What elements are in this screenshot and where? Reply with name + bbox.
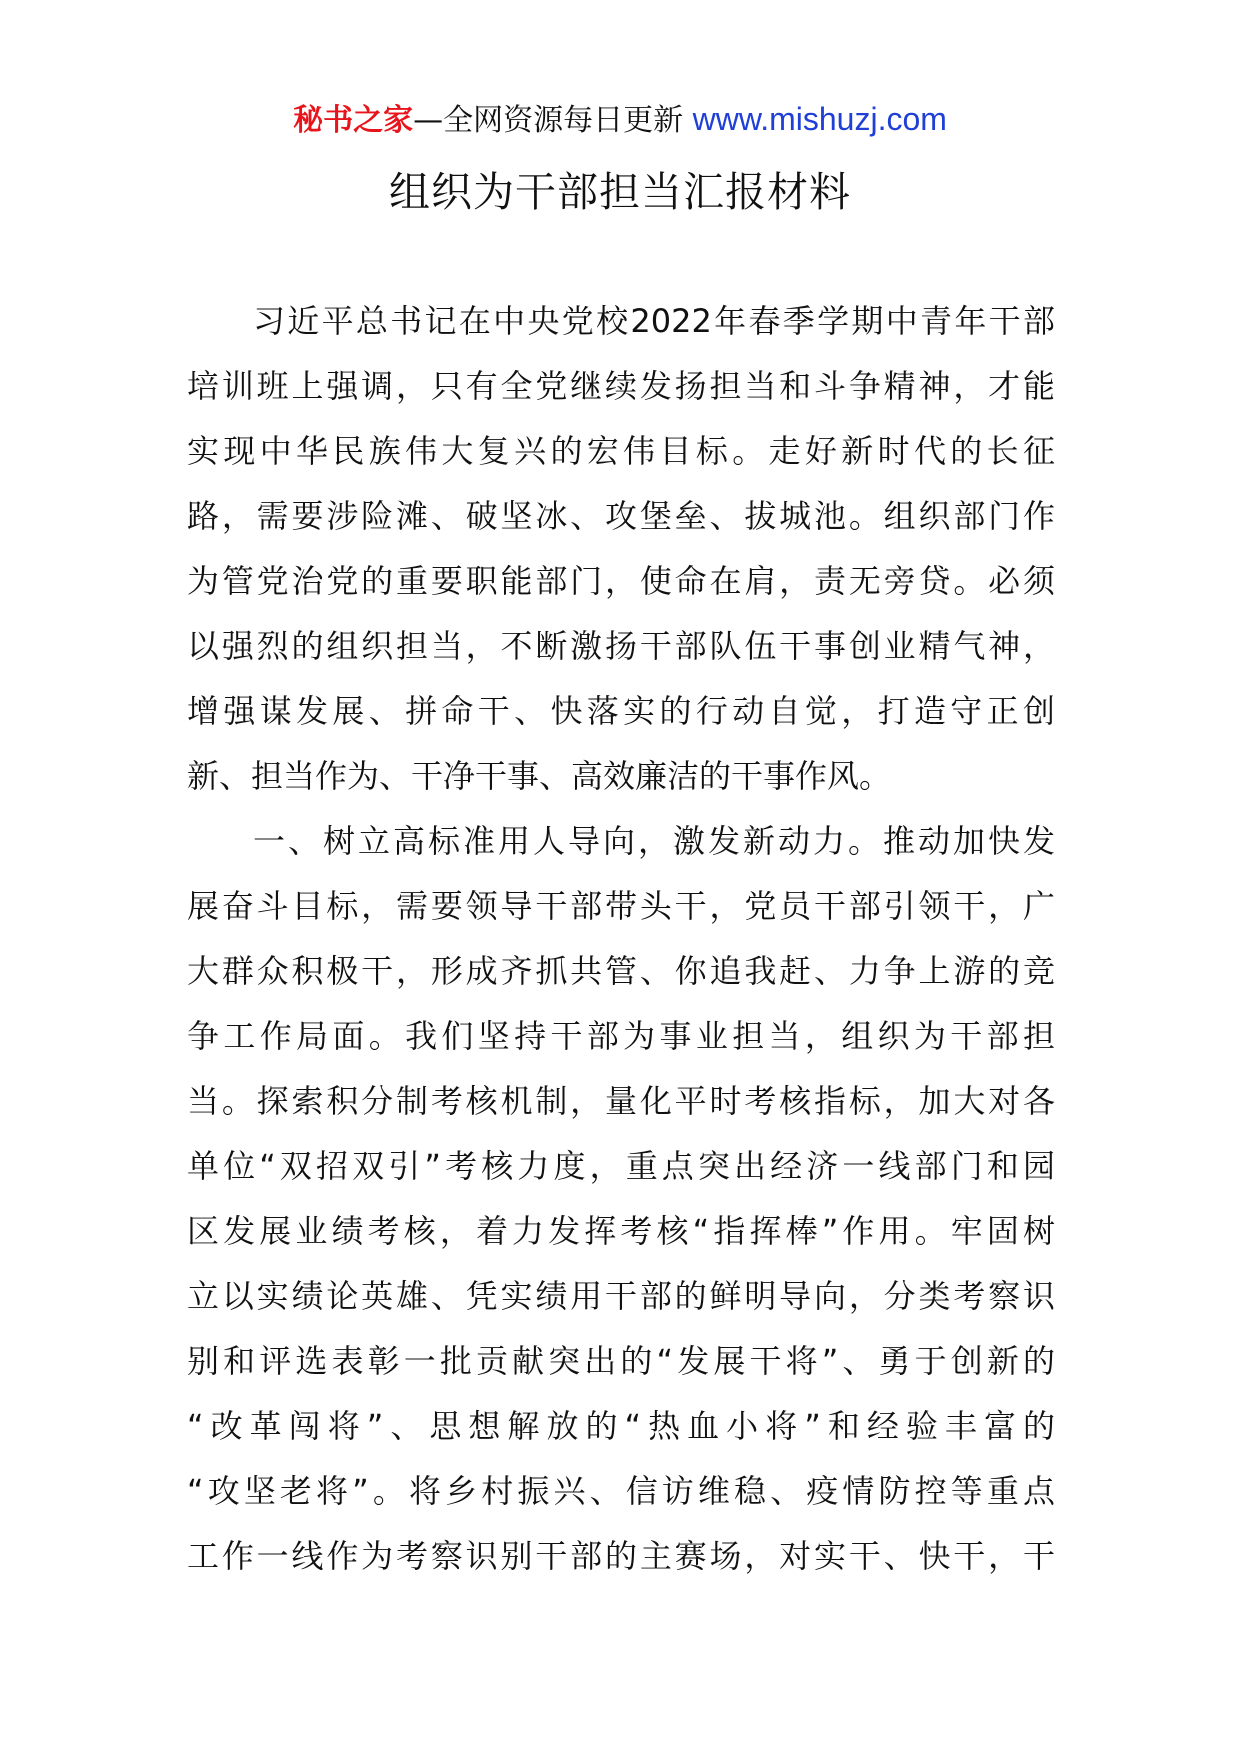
paragraph-2-line: 区发展业绩考核，着力发挥考核“指挥棒”作用。牢固树 <box>187 1212 1055 1250</box>
paragraph-2-line: “改革闯将”、思想解放的“热血小将”和经验丰富的 <box>187 1407 1055 1445</box>
paragraph-2-line: 一、树立高标准用人导向，激发新动力。推动加快发 <box>253 822 1055 860</box>
paragraph-2-line: 别和评选表彰一批贡献突出的“发展干将”、勇于创新的 <box>187 1342 1055 1380</box>
paragraph-2-line: “攻坚老将”。将乡村振兴、信访维稳、疫情防控等重点 <box>187 1472 1055 1510</box>
paragraph-2-line: 大群众积极干，形成齐抓共管、你追我赶、力争上游的竞 <box>187 952 1055 990</box>
paragraph-2-line: 展奋斗目标，需要领导干部带头干，党员干部引领干，广 <box>187 887 1055 925</box>
site-url-link[interactable]: www.mishuzj.com <box>692 101 947 137</box>
document-body <box>187 289 1055 1589</box>
paragraph-1-line: 增强谋发展、拼命干、快落实的行动自觉，打造守正创 <box>187 692 1055 730</box>
paragraph-2-line: 立以实绩论英雄、凭实绩用干部的鲜明导向，分类考察识 <box>187 1277 1055 1315</box>
banner-tagline: —全网资源每日更新 <box>413 103 693 138</box>
brand-name: 秘书之家 <box>293 103 414 138</box>
paragraph-1-line: 以强烈的组织担当，不断激扬干部队伍干事创业精气神， <box>187 627 1055 665</box>
paragraph-1-line: 为管党治党的重要职能部门，使命在肩，责无旁贷。必须 <box>187 562 1055 600</box>
paragraph-2-line: 争工作局面。我们坚持干部为事业担当，组织为干部担 <box>187 1017 1055 1055</box>
document-title: 组织为干部担当汇报材料 <box>389 168 851 216</box>
paragraph-2-line: 单位“双招双引”考核力度，重点突出经济一线部门和园 <box>187 1147 1055 1185</box>
site-banner <box>0 96 1240 144</box>
paragraph-1-line: 习近平总书记在中央党校2022年春季学期中青年干部 <box>253 302 1055 340</box>
paragraph-2-line: 当。探索积分制考核机制，量化平时考核指标，加大对各 <box>187 1082 1055 1120</box>
paragraph-1-line: 新、担当作为、干净干事、高效廉洁的干事作风。 <box>187 757 892 795</box>
paragraph-2-line: 工作一线作为考察识别干部的主赛场，对实干、快干，干 <box>187 1537 1055 1575</box>
paragraph-1-line: 实现中华民族伟大复兴的宏伟目标。走好新时代的长征 <box>187 432 1055 470</box>
paragraph-1-line: 培训班上强调，只有全党继续发扬担当和斗争精神，才能 <box>187 367 1055 405</box>
paragraph-1-line: 路，需要涉险滩、破坚冰、攻堡垒、拔城池。组织部门作 <box>187 497 1055 535</box>
